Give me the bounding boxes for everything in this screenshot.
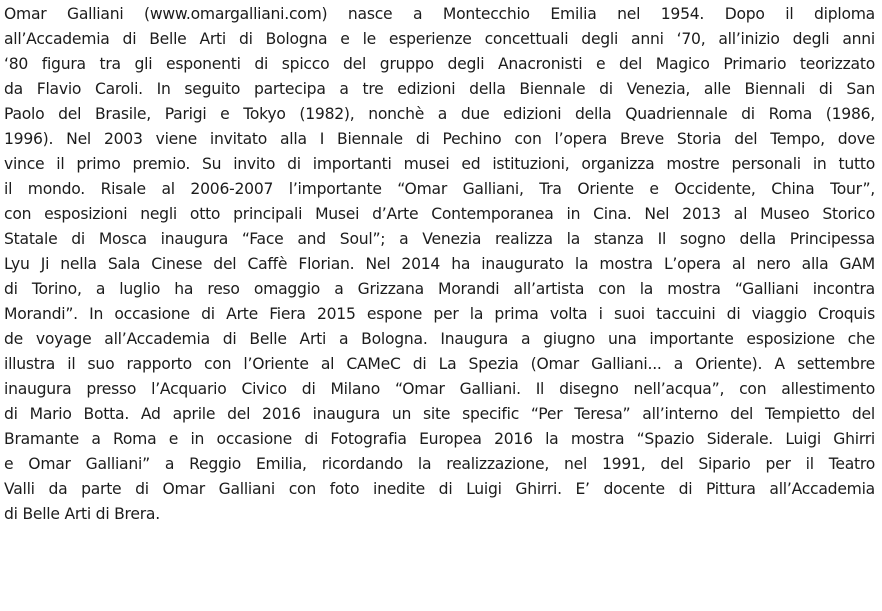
text-line: Lyu Ji nella Sala Cinese del Caffè Florian. Nel 2014 ha inaugurato la mostra L’opera al nero alla GAM — [4, 255, 875, 273]
text-line: con esposizioni negli otto principali Musei d’Arte Contemporanea in Cina. Nel 2013 al Museo Storico — [4, 205, 875, 223]
text-line: Paolo del Brasile, Parigi e Tokyo (1982), nonchè a due edizioni della Quadriennale di Roma (1986, — [4, 105, 875, 123]
text-line: vince il primo premio. Su invito di importanti musei ed istituzioni, organizza mostre personali in tutto — [4, 155, 875, 173]
text-line: ‘80 figura tra gli esponenti di spicco del gruppo degli Anacronisti e del Magico Primario teorizzato — [4, 55, 875, 73]
text-line: Valli da parte di Omar Galliani con foto inedite di Luigi Ghirri. E’ docente di Pittura all’Accademia — [4, 480, 875, 498]
text-line: Bramante a Roma e in occasione di Fotografia Europea 2016 la mostra “Spazio Siderale. Luigi Ghirri — [4, 430, 875, 448]
text-line: di Torino, a luglio ha reso omaggio a Grizzana Morandi all’artista con la mostra “Galliani incontra — [4, 280, 875, 298]
text-line: all’Accademia di Belle Arti di Bologna e le esperienze concettuali degli anni ‘70, all’inizio degli anni — [4, 30, 875, 48]
text-line: da Flavio Caroli. In seguito partecipa a tre edizioni della Biennale di Venezia, alle Biennali di San — [4, 80, 875, 98]
text-line: Morandi”. In occasione di Arte Fiera 2015 espone per la prima volta i suoi taccuini di viaggio Croquis — [4, 305, 875, 323]
text-line: inaugura presso l’Acquario Civico di Milano “Omar Galliani. Il disegno nell’acqua”, con allestimento — [4, 380, 875, 398]
text-line: illustra il suo rapporto con l’Oriente al CAMeC di La Spezia (Omar Galliani... a Oriente). A settembre — [4, 355, 875, 373]
text-line: di Mario Botta. Ad aprile del 2016 inaugura un site specific “Per Teresa” all’interno del Tempietto del — [4, 405, 875, 423]
text-line: e Omar Galliani” a Reggio Emilia, ricordando la realizzazione, nel 1991, del Sipario per il Teatro — [4, 455, 875, 473]
text-line: Omar Galliani (www.omargalliani.com) nasce a Montecchio Emilia nel 1954. Dopo il diploma — [4, 5, 875, 23]
text-line: di Belle Arti di Brera. — [4, 505, 160, 523]
text-line: il mondo. Risale al 2006-2007 l’importante “Omar Galliani, Tra Oriente e Occidente, China Tour”, — [4, 180, 875, 198]
biography-text — [4, 2, 882, 527]
text-line: de voyage all’Accademia di Belle Arti a Bologna. Inaugura a giugno una importante esposizione che — [4, 330, 875, 348]
text-line: 1996). Nel 2003 viene invitato alla I Biennale di Pechino con l’opera Breve Storia del Tempo, dove — [4, 130, 875, 148]
text-line: Statale di Mosca inaugura “Face and Soul”; a Venezia realizza la stanza Il sogno della Principessa — [4, 230, 875, 248]
